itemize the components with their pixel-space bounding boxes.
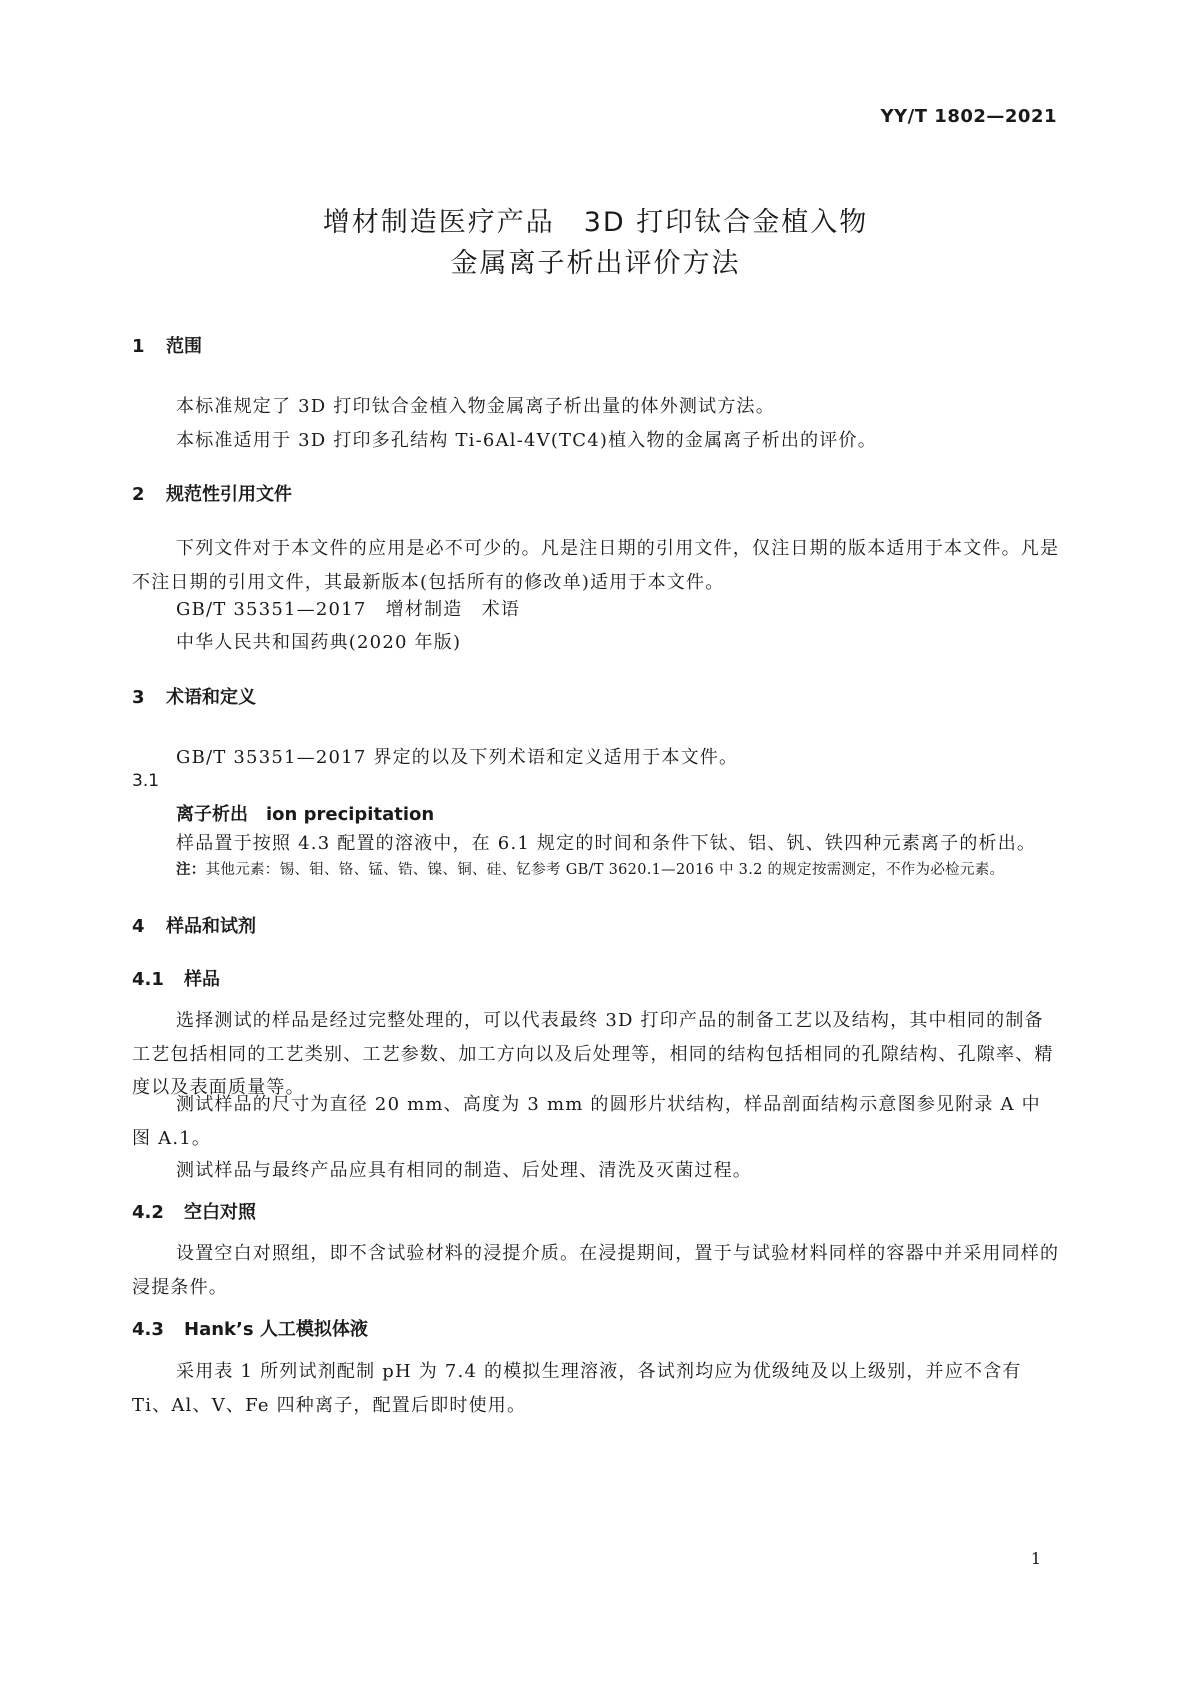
term-definition: 样品置于按照 4.3 配置的溶液中，在 6.1 规定的时间和条件下钛、铝、钒、铁四种元素离子的析出。 [176,833,1037,854]
paragraph-text: 设置空白对照组，即不含试验材料的浸提介质。在浸提期间，置于与试验材料同样的容器中并采用同样的浸提条件。 [132,1243,1060,1298]
document-title-line-2: 金属离子析出评价方法 [450,248,741,279]
paragraph-text: 采用表 1 所列试剂配制 pH 为 7.4 的模拟生理溶液，各试剂均应为优级纯及以上级别，并应不含有 Ti、Al、V、Fe 四种离子，配置后即时使用。 [132,1361,1022,1416]
section-title: 规范性引用文件 [166,484,292,505]
document-title-line-1: 增材制造医疗产品 3D 打印钛合金植入物 [322,207,869,238]
section-title: 术语和定义 [166,687,256,708]
section-4-heading [132,912,256,938]
paragraph-text: 下列文件对于本文件的应用是必不可少的。凡是注日期的引用文件，仅注日期的版本适用于本文件。凡是不注日期的引用文件，其最新版本(包括所有的修改单)适用于本文件。 [132,538,1060,593]
reference-item: 中华人民共和国药典(2020 年版) [176,632,462,653]
paragraph: 本标准适用于 3D 打印多孔结构 Ti-6Al-4V(TC4)植入物的金属离子析出的评价。 [176,430,877,451]
subsection-number: 4.2 [132,1202,164,1223]
note-text: 其他元素：锡、钼、铬、锰、锆、镍、铜、硅、钇参考 GB/T 3620.1—2016 中 3.2 的规定按需测定，不作为必检元素。 [205,862,1005,878]
paragraph: 本标准规定了 3D 打印钛合金植入物金属离子析出量的体外测试方法。 [176,396,775,417]
paragraph [132,1088,1060,1155]
paragraph-text: 测试样品的尺寸为直径 20 mm、高度为 3 mm 的圆形片状结构，样品剖面结构示意图参见附录 A 中图 A.1。 [132,1094,1041,1149]
subsection-number: 4.3 [132,1319,164,1340]
subsection-title: Hank’s 人工模拟体液 [184,1319,368,1340]
section-number: 1 [132,336,145,357]
subsection-4-3-heading [132,1315,368,1341]
section-number: 3 [132,687,145,708]
section-title: 范围 [166,336,202,357]
subsection-4-2-heading [132,1198,256,1224]
standard-code: YY/T 1802—2021 [880,106,1057,127]
subsection-4-1-heading [132,965,220,991]
term-title: 离子析出 ion precipitation [176,804,435,825]
note [176,858,1004,879]
paragraph-text: 选择测试的样品是经过完整处理的，可以代表最终 3D 打印产品的制备工艺以及结构，其中相同的制备工艺包括相同的工艺类别、工艺参数、加工方向以及后处理等，相同的结构包括相同的孔隙结构、孔隙率、精度以及表面质量等。 [132,1010,1054,1098]
paragraph [132,1237,1060,1304]
note-label: 注： [176,862,206,878]
section-1-heading [132,332,202,358]
subsection-number: 4.1 [132,969,164,990]
section-title: 样品和试剂 [166,916,256,937]
section-3-heading [132,683,256,709]
page-number: 1 [1030,1549,1041,1568]
section-number: 2 [132,484,145,505]
paragraph: GB/T 35351—2017 界定的以及下列术语和定义适用于本文件。 [176,747,739,768]
paragraph [132,532,1060,599]
section-2-heading [132,480,292,506]
paragraph [132,1355,1060,1422]
term-number: 3.1 [132,771,160,791]
reference-item: GB/T 35351—2017 增材制造 术语 [176,599,521,620]
subsection-title: 空白对照 [184,1202,256,1223]
subsection-title: 样品 [184,969,220,990]
paragraph: 测试样品与最终产品应具有相同的制造、后处理、清洗及灭菌过程。 [176,1160,752,1181]
section-number: 4 [132,916,145,937]
